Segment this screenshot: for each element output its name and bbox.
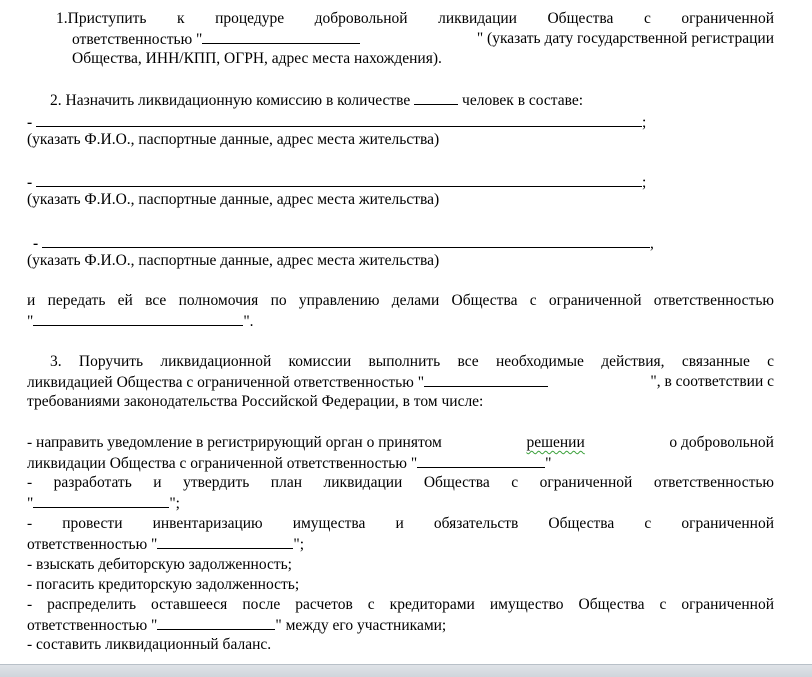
item1-number: 1. <box>56 10 68 27</box>
transfer-company-blank[interactable] <box>33 311 243 326</box>
item1-line2 <box>72 29 774 50</box>
task-6-line2: ответственностью " " между его участниками; <box>27 617 447 634</box>
member-1-blank[interactable] <box>36 112 642 127</box>
transfer-line1: и передать ей все полномочия по управлению делами Общества с ограниченной ответственностью <box>27 292 774 309</box>
item3-company-blank[interactable] <box>424 372 548 387</box>
member-1-line: - ; <box>27 114 647 131</box>
item3-line2: ликвидацией Общества с ограниченной ответственностью " ", в соответствии с <box>27 373 774 391</box>
item3-line1: 3. Поручить ликвидационной комиссии выполнить все необходимые действия, связанные с <box>50 353 774 370</box>
member-3-line: - , <box>33 235 654 252</box>
member-2-line: - ; <box>27 174 647 191</box>
task-2-blank[interactable] <box>33 493 169 508</box>
window-bottom-edge <box>0 664 812 677</box>
item2-intro: 2. Назначить ликвидационную комиссию в количестве человек в составе: <box>50 92 584 109</box>
task-2-line2: " "; <box>27 495 180 512</box>
member-3-blank[interactable] <box>42 233 650 248</box>
task-4: - взыскать дебиторскую задолженность; <box>27 556 292 573</box>
task-7: - составить ликвидационный баланс. <box>27 636 272 653</box>
item3-line3: требованиями законодательства Российской Федерации, в том числе: <box>27 393 484 410</box>
task-5: - погасить кредиторскую задолженность; <box>27 576 300 593</box>
transfer-line2: " ". <box>27 313 254 330</box>
task-1-line2: ликвидации Общества с ограниченной ответственностью " " <box>27 455 552 472</box>
member-count-blank[interactable] <box>414 90 458 105</box>
task-3-line2: ответственностью " "; <box>27 536 305 553</box>
member-2-hint: (указать Ф.И.О., паспортные данные, адрес места жительства) <box>27 191 440 208</box>
task-1-line1: - направить уведомление в регистрирующий орган о принятом решении о добровольной <box>27 434 774 451</box>
task-3-blank[interactable] <box>157 534 293 549</box>
task-6-blank[interactable] <box>157 615 275 630</box>
task-1-blank[interactable] <box>417 453 545 468</box>
company-name-blank[interactable] <box>202 29 360 44</box>
member-3-hint: (указать Ф.И.О., паспортные данные, адрес места жительства) <box>27 252 440 269</box>
member-2-blank[interactable] <box>36 172 642 187</box>
task-3-line1: - провести инвентаризацию имущества и обязательств Общества с ограниченной <box>27 515 774 532</box>
spellcheck-word: решении <box>526 434 585 451</box>
task-6-line1: - распределить оставшееся после расчетов с кредиторами имущество Общества с ограниченной <box>27 596 774 613</box>
member-1-hint: (указать Ф.И.О., паспортные данные, адрес места жительства) <box>27 131 440 148</box>
item1-text: Приступить к процедуре добровольной ликвидации Общества с ограниченной <box>67 10 774 27</box>
item1-line3: Общества, ИНН/КПП, ОГРН, адрес места нахождения). <box>72 50 442 67</box>
item1-line2-prefix: ответственностью " <box>72 31 203 48</box>
item1-line2-suffix: " (указать дату государственной регистрации <box>476 30 774 47</box>
item1-line1 <box>56 9 774 29</box>
task-2-line1: - разработать и утвердить план ликвидации Общества с ограниченной ответственностью <box>27 474 774 491</box>
